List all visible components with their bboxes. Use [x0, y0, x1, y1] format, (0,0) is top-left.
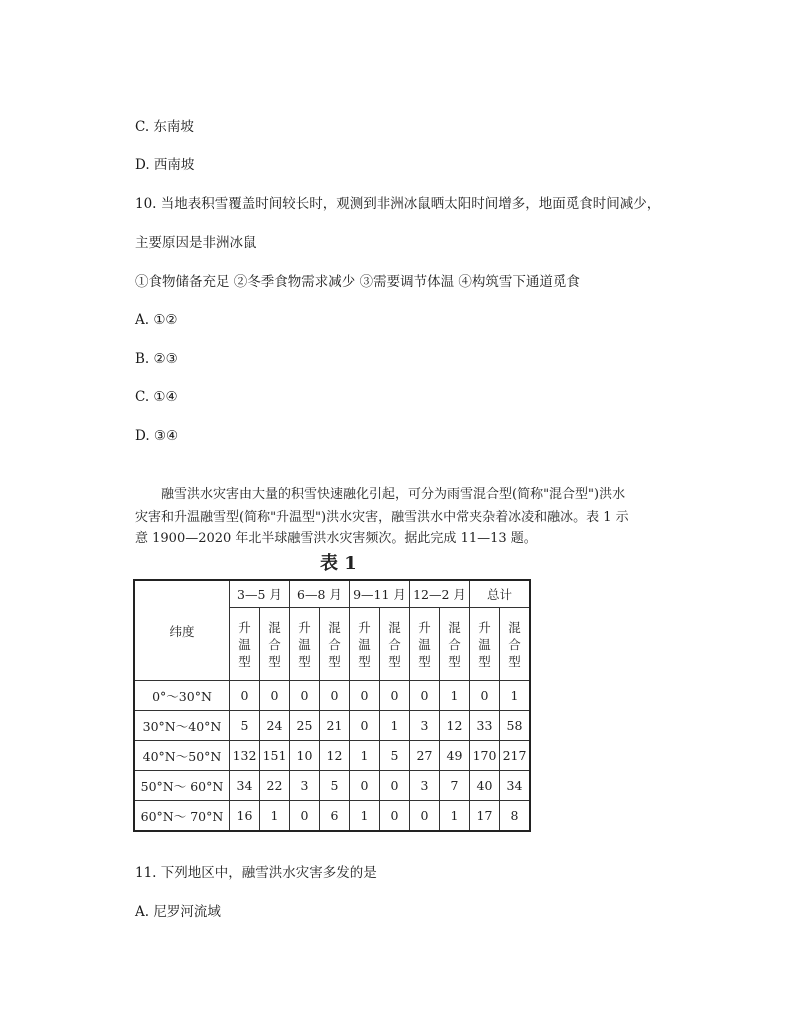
value-cell: 1	[350, 801, 380, 832]
value-cell: 10	[290, 741, 320, 771]
value-cell: 0	[230, 681, 260, 711]
table-row	[134, 771, 530, 801]
option-10b: B. ②③	[135, 351, 178, 367]
value-cell: 1	[380, 711, 410, 741]
subheader-mixed: 混合型	[508, 619, 521, 669]
value-cell: 0	[350, 681, 380, 711]
period-header: 6—8 月	[290, 580, 350, 608]
period-header: 3—5 月	[230, 580, 290, 608]
value-cell: 12	[440, 711, 470, 741]
value-cell: 1	[350, 741, 380, 771]
value-cell: 132	[230, 741, 260, 771]
lat-cell: 50°N～ 60°N	[134, 771, 230, 801]
value-cell: 0	[410, 681, 440, 711]
value-cell: 1	[440, 801, 470, 832]
passage-line-3: 意 1900—2020 年北半球融雪洪水灾害频次。据此完成 11—13 题。	[135, 531, 537, 546]
option-10d: D. ③④	[135, 428, 179, 444]
value-cell: 0	[350, 711, 380, 741]
value-cell: 40	[470, 771, 500, 801]
table-title: 表 1	[320, 553, 357, 574]
value-cell: 151	[260, 741, 290, 771]
value-cell: 170	[470, 741, 500, 771]
value-cell: 17	[470, 801, 500, 832]
value-cell: 12	[320, 741, 350, 771]
value-cell: 1	[260, 801, 290, 832]
value-cell: 0	[380, 771, 410, 801]
value-cell: 0	[350, 771, 380, 801]
flood-frequency-table	[133, 579, 531, 832]
lat-header: 纬度	[134, 580, 230, 681]
subheader-warming: 升温型	[358, 619, 371, 669]
value-cell: 25	[290, 711, 320, 741]
lat-cell: 0°～30°N	[134, 681, 230, 711]
question-11-stem: 11. 下列地区中，融雪洪水灾害多发的是	[135, 865, 377, 881]
option-10c: C. ①④	[135, 389, 178, 405]
question-10-stem-line2: 主要原因是非洲冰鼠	[135, 235, 257, 251]
value-cell: 3	[290, 771, 320, 801]
question-10-stem-line1: 10. 当地表积雪覆盖时间较长时，观测到非洲冰鼠晒太阳时间增多，地面觅食时间减少，	[135, 196, 661, 212]
subheader-warming: 升温型	[478, 619, 491, 669]
value-cell: 0	[410, 801, 440, 832]
value-cell: 3	[410, 771, 440, 801]
value-cell: 5	[320, 771, 350, 801]
lat-cell: 40°N～50°N	[134, 741, 230, 771]
value-cell: 1	[500, 681, 531, 711]
option-9d: D. 西南坡	[135, 157, 195, 173]
value-cell: 21	[320, 711, 350, 741]
value-cell: 1	[440, 681, 470, 711]
value-cell: 0	[290, 801, 320, 832]
table-row	[134, 741, 530, 771]
value-cell: 8	[500, 801, 531, 832]
lat-cell: 30°N～40°N	[134, 711, 230, 741]
value-cell: 7	[440, 771, 470, 801]
value-cell: 58	[500, 711, 531, 741]
option-9c: C. 东南坡	[135, 119, 194, 135]
subheader-mixed: 混合型	[448, 619, 461, 669]
table-row	[134, 711, 530, 741]
value-cell: 27	[410, 741, 440, 771]
subheader-mixed: 混合型	[268, 619, 281, 669]
question-10-statements: ①食物储备充足 ②冬季食物需求减少 ③需要调节体温 ④构筑雪下通道觅食	[135, 274, 580, 290]
value-cell: 0	[290, 681, 320, 711]
value-cell: 24	[260, 711, 290, 741]
value-cell: 0	[380, 801, 410, 832]
value-cell: 22	[260, 771, 290, 801]
table-row	[134, 801, 530, 832]
value-cell: 33	[470, 711, 500, 741]
option-10a: A. ①②	[135, 312, 178, 328]
value-cell: 16	[230, 801, 260, 832]
passage-line-1: 融雪洪水灾害由大量的积雪快速融化引起，可分为雨雪混合型(简称"混合型")洪水	[161, 487, 626, 502]
value-cell: 3	[410, 711, 440, 741]
subheader-warming: 升温型	[298, 619, 311, 669]
value-cell: 34	[500, 771, 531, 801]
subheader-mixed: 混合型	[388, 619, 401, 669]
value-cell: 34	[230, 771, 260, 801]
subheader-mixed: 混合型	[328, 619, 341, 669]
value-cell: 0	[260, 681, 290, 711]
value-cell: 49	[440, 741, 470, 771]
period-header: 12—2 月	[410, 580, 470, 608]
subheader-warming: 升温型	[418, 619, 431, 669]
value-cell: 5	[380, 741, 410, 771]
table-row	[134, 681, 530, 711]
passage-line-2: 灾害和升温融雪型(简称"升温型")洪水灾害，融雪洪水中常夹杂着冰凌和融冰。表 1 示	[135, 510, 629, 525]
subheader-warming: 升温型	[238, 619, 251, 669]
lat-cell: 60°N～ 70°N	[134, 801, 230, 832]
period-header: 9—11 月	[350, 580, 410, 608]
value-cell: 217	[500, 741, 531, 771]
option-11a: A. 尼罗河流域	[135, 904, 221, 920]
value-cell: 5	[230, 711, 260, 741]
value-cell: 0	[320, 681, 350, 711]
value-cell: 0	[380, 681, 410, 711]
value-cell: 6	[320, 801, 350, 832]
value-cell: 0	[470, 681, 500, 711]
period-header: 总计	[470, 580, 531, 608]
